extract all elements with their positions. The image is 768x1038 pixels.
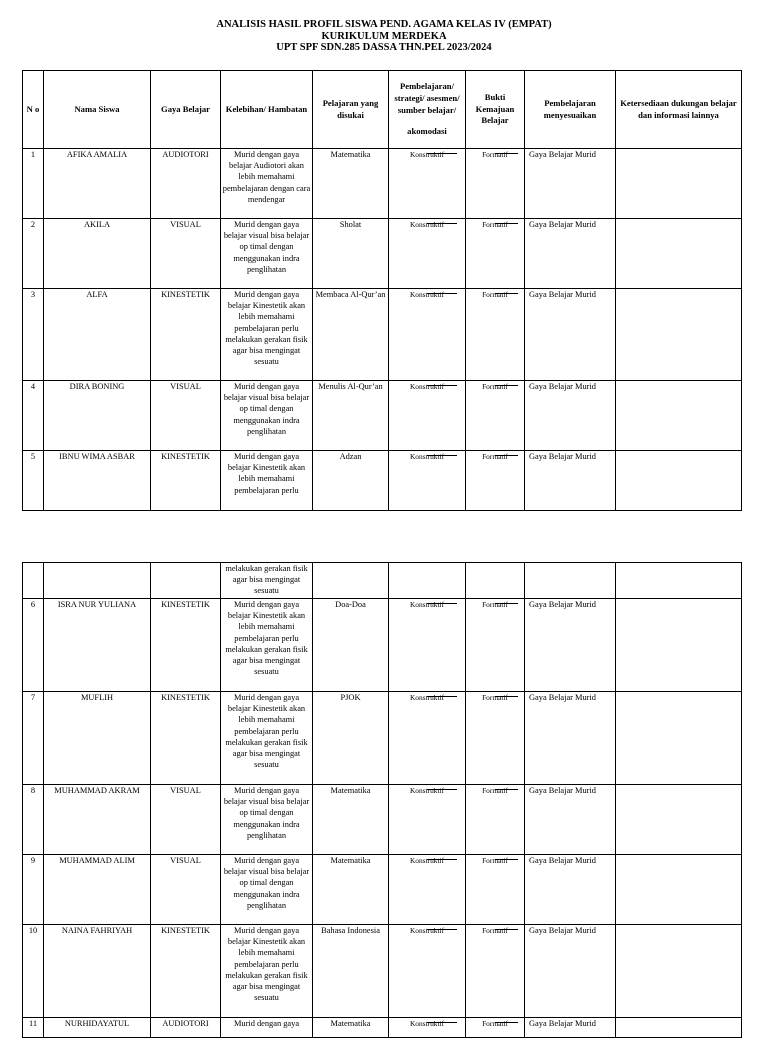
cell-strategi: Konstruktif [389, 785, 466, 855]
cell-gaya-belajar: KINESTETIK [151, 599, 221, 692]
cell-bukti: Formatif [466, 599, 525, 692]
document-school-year: UPT SPF SDN.285 DASSA THN.PEL 2023/2024 [276, 42, 492, 53]
cell-strategi: Konstruktif [389, 599, 466, 692]
cell-menyesuaikan: Gaya Belajar Murid [525, 855, 616, 925]
document-subtitle: KURIKULUM MERDEKA [321, 30, 447, 42]
cell-ketersediaan [616, 599, 742, 692]
table-header-row [23, 71, 742, 149]
cell-no: 5 [23, 451, 44, 511]
cell-ketersediaan [616, 1018, 742, 1038]
cell-empty [525, 563, 616, 599]
cell-menyesuaikan: Gaya Belajar Murid [525, 785, 616, 855]
cell-pelajaran: Matematika [313, 855, 389, 925]
cell-ketersediaan [616, 289, 742, 381]
table-row [23, 925, 742, 1018]
cell-gaya-belajar: VISUAL [151, 219, 221, 289]
cell-pelajaran: Menulis Al-Qur’an [313, 381, 389, 451]
cell-bukti: Formatif [466, 149, 525, 219]
cell-no: 7 [23, 692, 44, 785]
cell-strategi: Konstruktif [389, 149, 466, 219]
student-profile-table [22, 70, 742, 511]
cell-pelajaran: Matematika [313, 1018, 389, 1038]
cell-gaya-belajar: KINESTETIK [151, 925, 221, 1018]
cell-kelebihan: Murid dengan gaya belajar visual bisa belajar op timal dengan menggunakan indra penglihatan [221, 855, 313, 925]
cell-menyesuaikan: Gaya Belajar Murid [525, 381, 616, 451]
cell-ketersediaan [616, 855, 742, 925]
header-menyesuaikan: Pembelajaran menyesuaikan [525, 71, 616, 149]
cell-strategi: Konstruktif [389, 855, 466, 925]
cell-no: 1 [23, 149, 44, 219]
table-row [23, 855, 742, 925]
cell-ketersediaan [616, 785, 742, 855]
cell-pelajaran: Doa-Doa [313, 599, 389, 692]
cell-empty [23, 563, 44, 599]
cell-menyesuaikan: Gaya Belajar Murid [525, 1018, 616, 1038]
table-row [23, 785, 742, 855]
cell-bukti: Formatif [466, 289, 525, 381]
cell-bukti: Formatif [466, 925, 525, 1018]
cell-gaya-belajar: VISUAL [151, 785, 221, 855]
document-title: ANALISIS HASIL PROFIL SISWA PEND. AGAMA KELAS IV (EMPAT) [216, 19, 552, 30]
table-row [23, 451, 742, 511]
cell-bukti: Formatif [466, 219, 525, 289]
cell-gaya-belajar: VISUAL [151, 855, 221, 925]
cell-no: 2 [23, 219, 44, 289]
cell-nama-siswa: MUHAMMAD AKRAM [44, 785, 151, 855]
cell-strategi: Konstruktif [389, 451, 466, 511]
cell-ketersediaan [616, 925, 742, 1018]
header-pembelajaran [389, 71, 466, 149]
cell-no: 10 [23, 925, 44, 1018]
header-nama-siswa: Nama Siswa [44, 71, 151, 149]
header-pelajaran: Pelajaran yang disukai [313, 71, 389, 149]
header-kelebihan: Kelebihan/ Hambatan [221, 71, 313, 149]
cell-strategi: Konstruktif [389, 692, 466, 785]
cell-strategi: Konstruktif [389, 289, 466, 381]
cell-no: 6 [23, 599, 44, 692]
header-no: N o [23, 71, 44, 149]
table-body [23, 149, 742, 511]
cell-nama-siswa: ALFA [44, 289, 151, 381]
cell-kelebihan: Murid dengan gaya belajar Kinestetik akan lebih memahami pembelajaran perlu melakukan gerakan fisik agar bisa mengingat sesuatu [221, 599, 313, 692]
cell-pelajaran: Bahasa Indonesia [313, 925, 389, 1018]
cell-ketersediaan [616, 451, 742, 511]
cell-kelebihan: Murid dengan gaya belajar Kinestetik akan lebih memahami pembelajaran perlu melakukan gerakan fisik agar bisa mengingat sesuatu [221, 925, 313, 1018]
table-row [23, 381, 742, 451]
header-bukti: Bukti Kemajuan Belajar [466, 71, 525, 149]
cell-kelebihan: Murid dengan gaya belajar Kinestetik akan lebih memahami pembelajaran perlu melakukan gerakan fisik agar bisa mengingat sesuatu [221, 289, 313, 381]
cell-kelebihan-continuation: melakukan gerakan fisik agar bisa mengingat sesuatu [221, 563, 313, 599]
cell-strategi: Konstruktif [389, 381, 466, 451]
cell-kelebihan: Murid dengan gaya belajar Kinestetik akan lebih memahami pembelajaran perlu [221, 451, 313, 511]
cell-menyesuaikan: Gaya Belajar Murid [525, 599, 616, 692]
cell-kelebihan: Murid dengan gaya belajar visual bisa belajar op timal dengan menggunakan indra penglihatan [221, 219, 313, 289]
table-row [23, 692, 742, 785]
cell-no: 11 [23, 1018, 44, 1038]
cell-pelajaran: PJOK [313, 692, 389, 785]
cell-gaya-belajar: KINESTETIK [151, 692, 221, 785]
cell-nama-siswa: NURHIDAYATUL [44, 1018, 151, 1038]
cell-strategi: Konstruktif [389, 925, 466, 1018]
cell-pelajaran: Adzan [313, 451, 389, 511]
cell-nama-siswa: NAINA FAHRIYAH [44, 925, 151, 1018]
student-profile-table-continued [22, 562, 742, 1038]
cell-bukti: Formatif [466, 381, 525, 451]
cell-strategi: Konstruktif [389, 1018, 466, 1038]
header-akomodasi-text: akomodasi [407, 126, 447, 137]
cell-nama-siswa: MUFLIH [44, 692, 151, 785]
cell-kelebihan: Murid dengan gaya belajar visual bisa belajar op timal dengan menggunakan indra penglihatan [221, 785, 313, 855]
cell-gaya-belajar: KINESTETIK [151, 451, 221, 511]
cell-gaya-belajar: VISUAL [151, 381, 221, 451]
cell-menyesuaikan: Gaya Belajar Murid [525, 289, 616, 381]
cell-ketersediaan [616, 692, 742, 785]
cell-kelebihan: Murid dengan gaya [221, 1018, 313, 1038]
header-pembelajaran-text: Pembelajaran/ strategi/ asesmen/ sumber belajar/ [394, 81, 460, 115]
cell-menyesuaikan: Gaya Belajar Murid [525, 149, 616, 219]
cell-kelebihan: Murid dengan gaya belajar Kinestetik akan lebih memahami pembelajaran perlu melakukan gerakan fisik agar bisa mengingat sesuatu [221, 692, 313, 785]
cell-no: 9 [23, 855, 44, 925]
table-row [23, 149, 742, 219]
cell-bukti: Formatif [466, 1018, 525, 1038]
cell-ketersediaan [616, 381, 742, 451]
cell-menyesuaikan: Gaya Belajar Murid [525, 451, 616, 511]
cell-bukti: Formatif [466, 855, 525, 925]
cell-gaya-belajar: AUDIOTORI [151, 149, 221, 219]
cell-kelebihan: Murid dengan gaya belajar visual bisa belajar op timal dengan menggunakan indra penglihatan [221, 381, 313, 451]
cell-bukti: Formatif [466, 451, 525, 511]
cell-gaya-belajar: KINESTETIK [151, 289, 221, 381]
cell-nama-siswa: IBNU WIMA ASBAR [44, 451, 151, 511]
table-row [23, 219, 742, 289]
cell-menyesuaikan: Gaya Belajar Murid [525, 925, 616, 1018]
document-header [0, 19, 768, 54]
cell-strategi: Konstruktif [389, 219, 466, 289]
cell-empty [466, 563, 525, 599]
cell-no: 3 [23, 289, 44, 381]
cell-empty [616, 563, 742, 599]
cell-nama-siswa: AFIKA AMALIA [44, 149, 151, 219]
cell-menyesuaikan: Gaya Belajar Murid [525, 692, 616, 785]
cell-empty [44, 563, 151, 599]
cell-ketersediaan [616, 219, 742, 289]
cell-pelajaran: Matematika [313, 785, 389, 855]
table-row [23, 599, 742, 692]
cell-pelajaran: Sholat [313, 219, 389, 289]
cell-nama-siswa: DIRA BONING [44, 381, 151, 451]
cell-bukti: Formatif [466, 692, 525, 785]
cell-empty [389, 563, 466, 599]
cell-menyesuaikan: Gaya Belajar Murid [525, 219, 616, 289]
table-body-continued [23, 563, 742, 1038]
cell-empty [313, 563, 389, 599]
cell-nama-siswa: MUHAMMAD ALIM [44, 855, 151, 925]
table-row-continuation [23, 563, 742, 599]
cell-empty [151, 563, 221, 599]
cell-bukti: Formatif [466, 785, 525, 855]
cell-nama-siswa: AKILA [44, 219, 151, 289]
header-gaya-belajar: Gaya Belajar [151, 71, 221, 149]
cell-no: 4 [23, 381, 44, 451]
table-row [23, 1018, 742, 1038]
cell-no: 8 [23, 785, 44, 855]
table-row [23, 289, 742, 381]
cell-gaya-belajar: AUDIOTORI [151, 1018, 221, 1038]
cell-kelebihan: Murid dengan gaya belajar Audiotori akan lebih memahami pembelajaran dengan cara mendengar [221, 149, 313, 219]
cell-pelajaran: Membaca Al-Qur’an [313, 289, 389, 381]
header-ketersediaan: Ketersediaan dukungan belajar dan informasi lainnya [616, 71, 742, 149]
cell-ketersediaan [616, 149, 742, 219]
cell-pelajaran: Matematika [313, 149, 389, 219]
cell-nama-siswa: ISRA NUR YULIANA [44, 599, 151, 692]
